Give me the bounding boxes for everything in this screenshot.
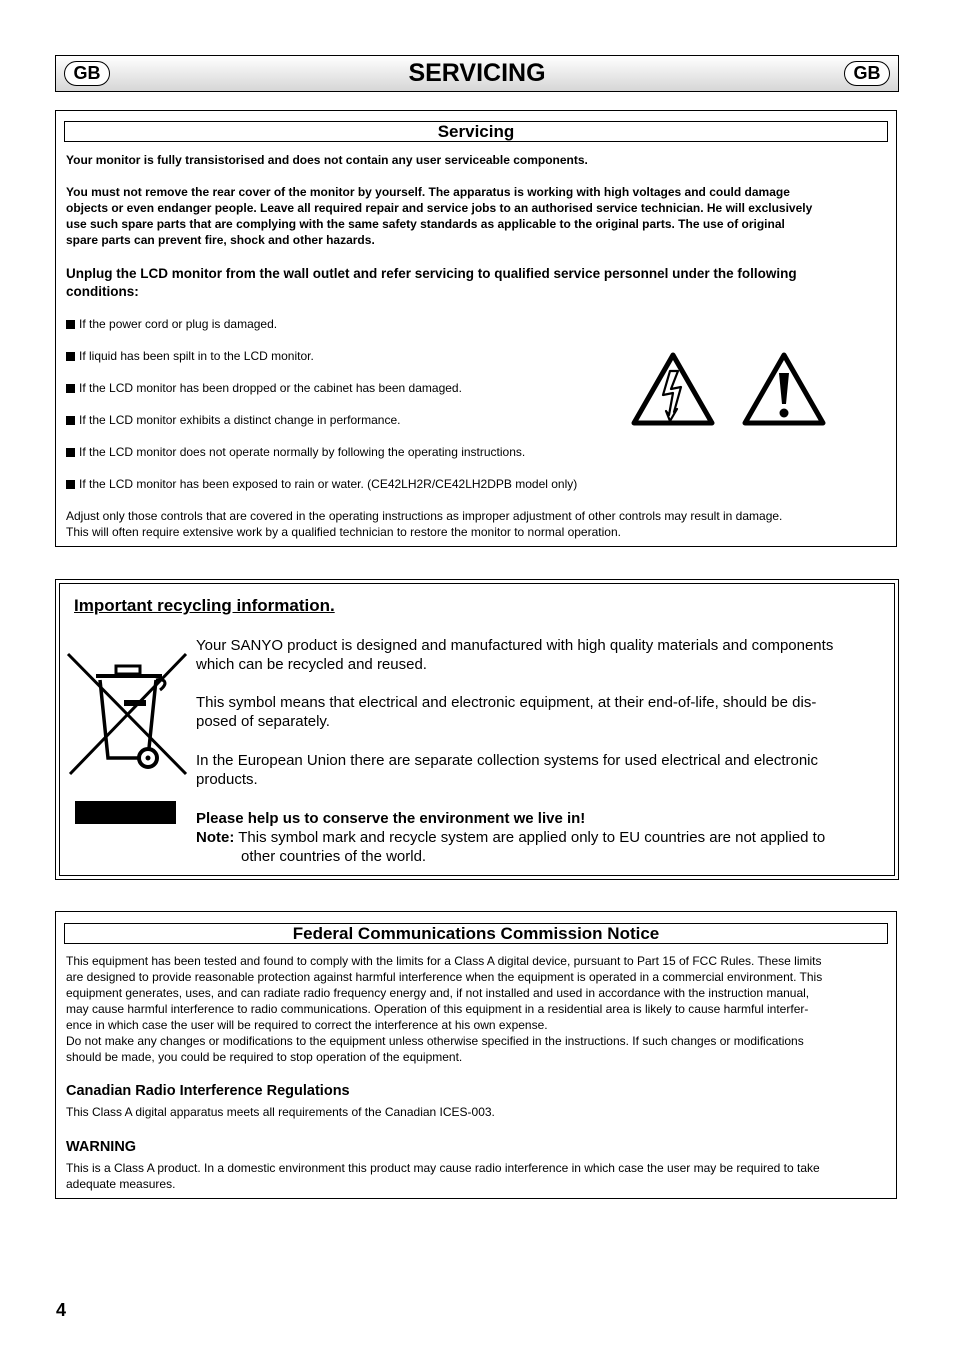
servicing-paragraph-4: Adjust only those controls that are covered in the operating instructions as improper adjustment of other controls may result in damage. This will often require extensive work by a qualified technician to restore the monitor to normal operation.	[66, 509, 783, 539]
list-item: If the LCD monitor has been dropped or the cabinet has been damaged.	[66, 380, 462, 396]
canadian-text: This Class A digital apparatus meets all requirements of the Canadian ICES-003.	[66, 1105, 495, 1119]
bullet-square-icon	[66, 416, 75, 425]
warning-heading: WARNING	[66, 1139, 137, 1155]
language-badge-right: GB	[844, 61, 890, 86]
black-bar	[75, 801, 176, 824]
bullet-square-icon	[66, 352, 75, 361]
list-item: If the power cord or plug is damaged.	[66, 316, 277, 332]
page-title: SERVICING	[408, 59, 546, 87]
recycling-conserve-line: Please help us to conserve the environment we live in!	[196, 810, 586, 827]
fcc-title: Federal Communications Commission Notice	[64, 923, 888, 944]
servicing-title: Servicing	[64, 121, 888, 142]
page-header	[55, 55, 899, 92]
recycling-paragraph-1: Your SANYO product is designed and manufactured with high quality materials and components which can be recycled and reused.	[196, 637, 834, 673]
servicing-section	[55, 110, 897, 547]
page-number: 4	[56, 1300, 67, 1320]
servicing-paragraph-3: Unplug the LCD monitor from the wall outlet and refer servicing to qualified service personnel under the following conditions:	[66, 266, 797, 299]
recycling-paragraph-3: In the European Union there are separate collection systems for used electrical and electronic products.	[196, 752, 819, 788]
canadian-heading: Canadian Radio Interference Regulations	[66, 1083, 350, 1099]
note-label: Note:	[196, 829, 235, 846]
list-item: If the LCD monitor has been exposed to rain or water. (CE42LH2R/CE42LH2DPB model only)	[66, 476, 577, 492]
list-item: If the LCD monitor does not operate normally by following the operating instructions.	[66, 444, 525, 460]
electric-shock-warning-icon	[630, 351, 716, 427]
servicing-paragraph-2: You must not remove the rear cover of the monitor by yourself. The apparatus is working with high voltages and could damage objects or even endanger people. Leave all required repair and service jobs to an authorised service technician. He will exclusively use such spare parts that are complying with the same safety standards as applicable to the original parts. The use of original spare parts can prevent fire, shock and other hazards.	[66, 185, 813, 247]
list-item: If liquid has been spilt in to the LCD monitor.	[66, 348, 314, 364]
recycling-paragraph-2: This symbol means that electrical and electronic equipment, at their end-of-life, should be dis- posed of separately.	[196, 694, 817, 730]
bullet-square-icon	[66, 448, 75, 457]
bullet-square-icon	[66, 320, 75, 329]
servicing-paragraph-1: Your monitor is fully transistorised and does not contain any user serviceable components.	[66, 153, 588, 167]
recycling-note: Note: This symbol mark and recycle system are applied only to EU countries are not applied to other countries of the world.	[196, 829, 826, 865]
crossed-out-wheelie-bin-icon	[64, 648, 190, 778]
recycling-section	[55, 579, 899, 880]
language-badge-left: GB	[64, 61, 110, 86]
bullet-square-icon	[66, 480, 75, 489]
warning-text: This is a Class A product. In a domestic environment this product may cause radio interference in which case the user may be required to take adequate measures.	[66, 1161, 820, 1191]
list-item: If the LCD monitor exhibits a distinct change in performance.	[66, 412, 401, 428]
bullet-square-icon	[66, 384, 75, 393]
recycling-title: Important recycling information.	[74, 596, 335, 615]
fcc-section	[55, 911, 897, 1199]
fcc-paragraph: This equipment has been tested and found to comply with the limits for a Class A digital device, pursuant to Part 15 of FCC Rules. These limits are designed to provide reasonable protection against harmful interference when the equipment is operated in a commercial environment. This equipment generates, uses, and can radiate radio frequency energy and, if not installed and used in accordance with the instruction manual, may cause harmful interference to radio communications. Operation of this equipment in a residential area is likely to cause harmful interfer- ence in which case the user will be required to correct the interference at his own expense. Do not make any changes or modifications to the equipment unless otherwise specified in the instructions. If such changes or modifications should be made, you could be required to stop operation of the equipment.	[66, 954, 823, 1064]
caution-exclamation-icon	[741, 351, 827, 427]
